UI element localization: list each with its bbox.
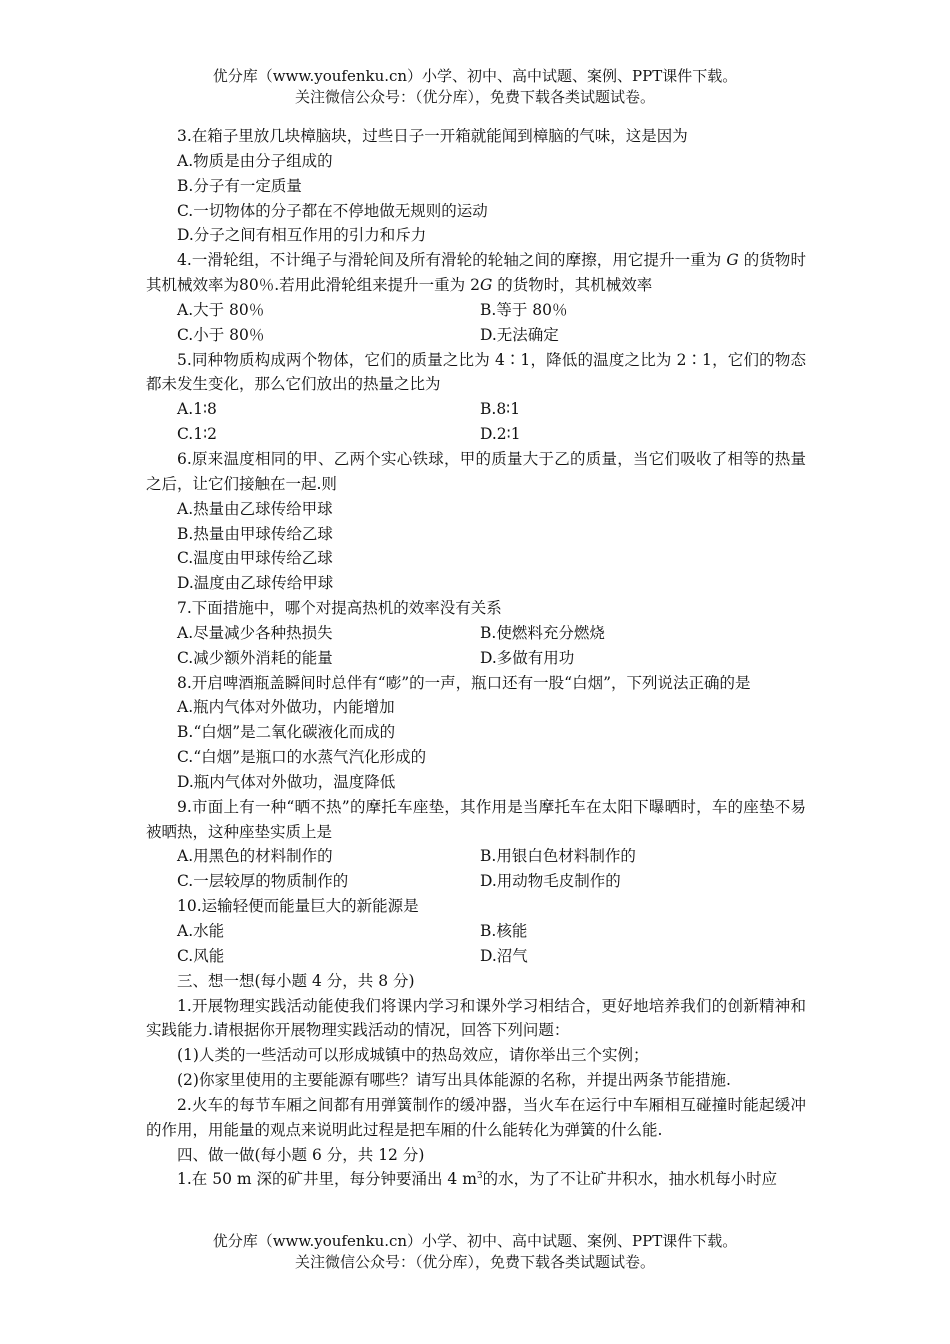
question-3-option-a: A.物质是由分子组成的 <box>177 151 333 170</box>
question-7-option-b: B.使燃料充分燃烧 <box>480 623 605 642</box>
question-8-option-a: A.瓶内气体对外做功，内能增加 <box>177 698 395 717</box>
question-6-option-a: A.热量由乙球传给甲球 <box>177 499 333 518</box>
header-line-1: 优分库（www.youfenku.cn）小学、初中、高中试题、案例、PPT课件下载。 <box>212 67 738 85</box>
question-5-options-row-1 <box>146 397 806 422</box>
question-7-option-d: D.多做有用功 <box>480 648 575 667</box>
question-8-option-c: C.“白烟”是瓶口的水蒸气汽化形成的 <box>177 748 427 767</box>
question-9-option-b: B.用银白色材料制作的 <box>480 847 636 866</box>
question-5-option-d: D.2∶1 <box>480 425 521 444</box>
question-7-option-c: C.减少额外消耗的能量 <box>177 648 333 667</box>
question-4-options-row-2 <box>146 323 806 348</box>
footer-line-1: 优分库（www.youfenku.cn）小学、初中、高中试题、案例、PPT课件下载。 <box>212 1232 738 1250</box>
question-10-option-a: A.水能 <box>177 922 225 940</box>
page-footer <box>0 1231 950 1273</box>
question-10-options-row-1 <box>146 919 806 944</box>
question-6-option-c: C.温度由甲球传给乙球 <box>177 549 333 568</box>
section-4-question-1: 1.在 50 m 深的矿井里，每分钟要涌出 4 $m^3$的水，为了不让矿井积水，抽水机每小时应 <box>177 1170 778 1189</box>
question-7-options-row-2 <box>146 646 806 671</box>
question-5-stem: 5.同种物质构成两个物体，它们的质量之比为 4∶1，降低的温度之比为 2∶1，它们的物态都未发生变化，那么它们放出的热量之比为 <box>146 350 806 394</box>
section-4-title: 四、做一做(每小题 6 分，共 12 分) <box>177 1145 425 1164</box>
exam-content <box>146 124 806 1192</box>
page-header <box>0 66 950 108</box>
section-3-question-1-part-1: (1)人类的一些活动可以形成城镇中的热岛效应，请你举出三个实例； <box>177 1046 649 1065</box>
question-10-option-d: D.沼气 <box>480 946 528 965</box>
question-4-option-c: C.小于 80％ <box>177 325 265 344</box>
question-10-option-c: C.风能 <box>177 946 225 965</box>
question-3-option-c: C.一切物体的分子都在不停地做无规则的运动 <box>177 201 488 220</box>
section-3-question-2: 2.火车的每节车厢之间都有用弹簧制作的缓冲器，当火车在运行中车厢相互碰撞时能起缓冲的作用，用能量的观点来说明此过程是把车厢的什么能转化为弹簧的什么能. <box>146 1095 806 1139</box>
question-4-option-a: A.大于 80％ <box>177 300 265 319</box>
question-7-options-row-1 <box>146 621 806 646</box>
question-4-option-d: D.无法确定 <box>480 325 559 344</box>
section-3-question-1-part-2: (2)你家里使用的主要能源有哪些？请写出具体能源的名称，并提出两条节能措施. <box>177 1071 731 1090</box>
question-9-options-row-2 <box>146 869 806 894</box>
question-7-stem: 7.下面措施中，哪个对提高热机的效率没有关系 <box>177 599 502 618</box>
question-3-stem: 3.在箱子里放几块樟脑块，过些日子一开箱就能闻到樟脑的气味，这是因为 <box>177 127 688 145</box>
question-9-option-d: D.用动物毛皮制作的 <box>480 872 621 891</box>
question-6-stem: 6.原来温度相同的甲、乙两个实心铁球，甲的质量大于乙的质量，当它们吸收了相等的热量之后，让它们接触在一起.则 <box>146 449 806 493</box>
question-5-option-c: C.1∶2 <box>177 425 217 444</box>
question-8-option-d: D.瓶内气体对外做功，温度降低 <box>177 772 396 791</box>
question-9-options-row-1 <box>146 844 806 869</box>
question-6-option-b: B.热量由甲球传给乙球 <box>177 524 333 543</box>
header-line-2: 关注微信公众号：（优分库），免费下载各类试题试卷。 <box>294 88 655 106</box>
question-5-options-row-2 <box>146 422 806 447</box>
question-8-stem: 8.开启啤酒瓶盖瞬间时总伴有“嘭”的一声，瓶口还有一股“白烟”，下列说法正确的是 <box>177 673 751 692</box>
question-3-option-b: B.分子有一定质量 <box>177 176 302 195</box>
question-8-option-b: B.“白烟”是二氧化碳液化而成的 <box>177 723 396 742</box>
section-3-title: 三、想一想(每小题 4 分，共 8 分) <box>177 971 415 990</box>
question-5-option-b: B.8∶1 <box>480 400 521 419</box>
question-7-option-a: A.尽量减少各种热损失 <box>177 623 333 642</box>
question-4-options-row-1 <box>146 298 806 323</box>
footer-line-2: 关注微信公众号：（优分库），免费下载各类试题试卷。 <box>294 1253 655 1271</box>
question-6-option-d: D.温度由乙球传给甲球 <box>177 574 334 593</box>
question-4-stem: 4.一滑轮组，不计绳子与滑轮间及所有滑轮的轮轴之间的摩擦，用它提升一重为 G 的货物时其机械效率为80％.若用此滑轮组来提升一重为 2G 的货物时，其机械效率 <box>146 251 807 295</box>
question-3-option-d: D.分子之间有相互作用的引力和斥力 <box>177 226 427 245</box>
question-10-option-b: B.核能 <box>480 922 528 940</box>
question-9-option-a: A.用黑色的材料制作的 <box>177 847 333 866</box>
question-9-stem: 9.市面上有一种“晒不热”的摩托车座垫，其作用是当摩托车在太阳下曝晒时，车的座垫不易被晒热，这种座垫实质上是 <box>146 797 806 841</box>
question-4-option-b: B.等于 80％ <box>480 300 568 319</box>
question-9-option-c: C.一层较厚的物质制作的 <box>177 872 349 891</box>
section-3-question-1: 1.开展物理实践活动能使我们将课内学习和课外学习相结合，更好地培养我们的创新精神和实践能力.请根据你开展物理实践活动的情况，回答下列问题： <box>146 996 806 1040</box>
question-10-stem: 10.运输轻便而能量巨大的新能源是 <box>177 897 419 916</box>
question-5-option-a: A.1∶8 <box>177 400 217 419</box>
question-10-options-row-2 <box>146 944 806 969</box>
